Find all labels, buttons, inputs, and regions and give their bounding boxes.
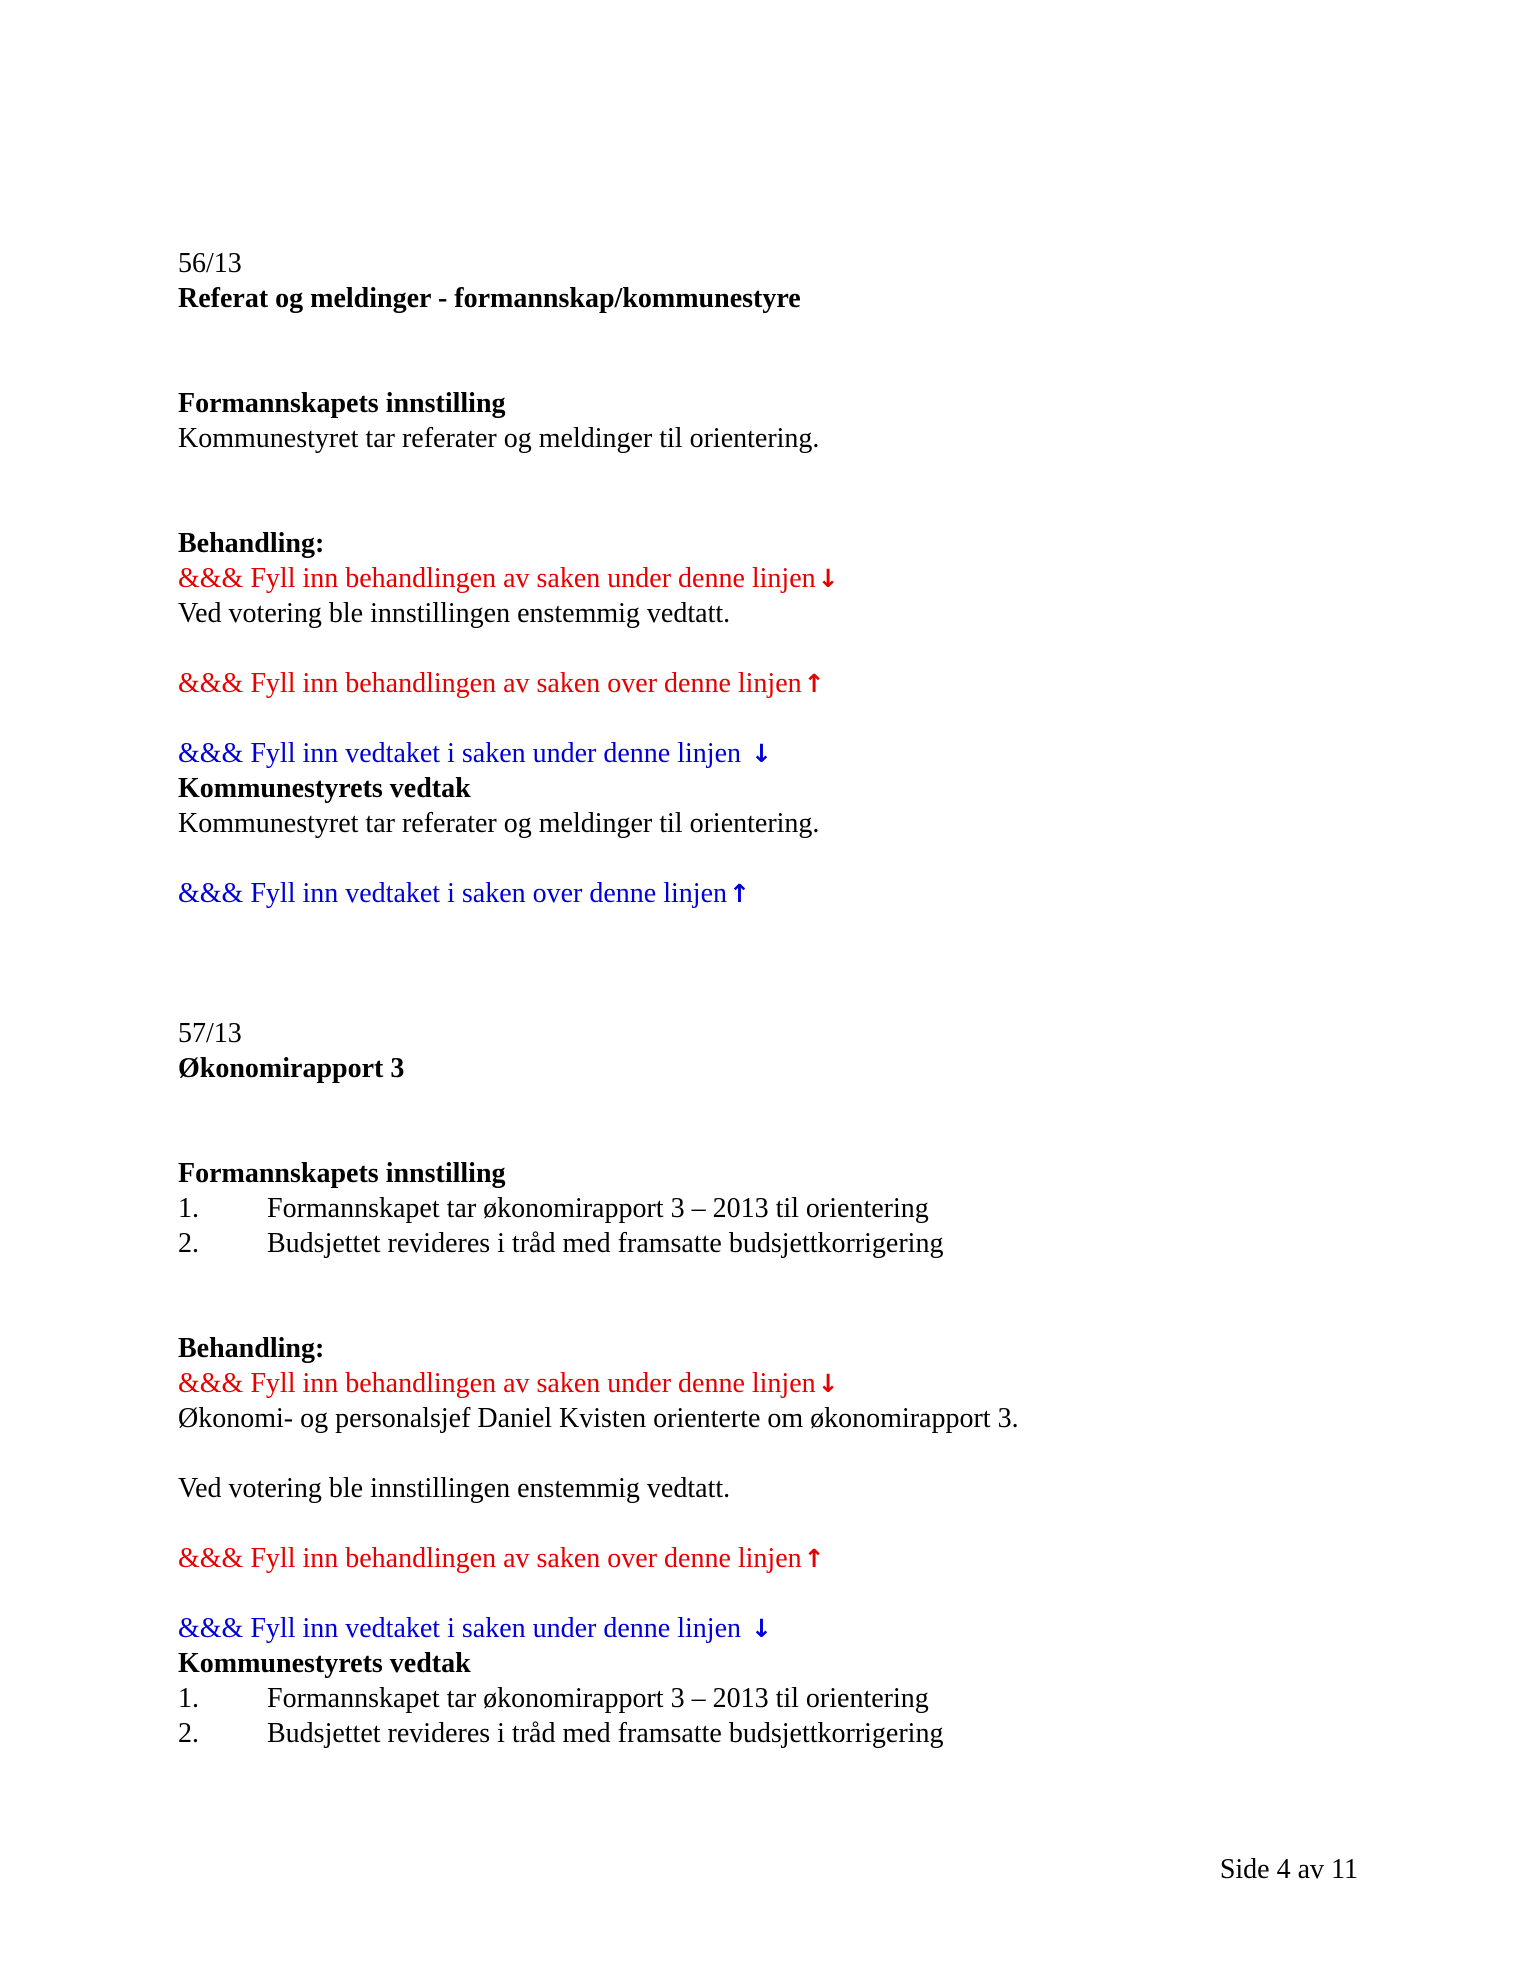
treatment-marker-below [178, 562, 839, 596]
treatment-marker-below [178, 1367, 839, 1401]
list-number: 2. [178, 1228, 199, 1259]
arrow-down-icon: ↓ [751, 1614, 772, 1643]
list-text: Formannskapet tar økonomirapport 3 – 2013 til orientering [267, 1683, 929, 1714]
marker-text: &&& Fyll inn behandlingen av saken over denne linjen [178, 1543, 802, 1574]
case-title: Økonomirapport 3 [178, 1053, 405, 1084]
marker-text: &&& Fyll inn vedtaket i saken under denne linjen [178, 1613, 741, 1644]
recommendation-text: Kommunestyret tar referater og meldinger til orientering. [178, 423, 820, 454]
case-number: 57/13 [178, 1018, 242, 1049]
list-text: Budsjettet revideres i tråd med framsatte budsjettkorrigering [267, 1228, 944, 1259]
decision-text: Kommunestyret tar referater og meldinger til orientering. [178, 808, 820, 839]
arrow-down-icon: ↓ [751, 739, 772, 768]
treatment-text: Økonomi- og personalsjef Daniel Kvisten orienterte om økonomirapport 3. [178, 1403, 1019, 1434]
page-number: Side 4 av 11 [1219, 1854, 1358, 1885]
recommendation-heading: Formannskapets innstilling [178, 388, 506, 419]
list-number: 1. [178, 1683, 199, 1714]
treatment-text: Ved votering ble innstillingen enstemmig vedtatt. [178, 1473, 731, 1504]
decision-marker-above [178, 877, 750, 911]
decision-heading: Kommunestyrets vedtak [178, 1648, 471, 1679]
marker-text: &&& Fyll inn behandlingen av saken under denne linjen [178, 1368, 816, 1399]
case-number: 56/13 [178, 248, 242, 279]
marker-text: &&& Fyll inn behandlingen av saken over denne linjen [178, 668, 802, 699]
arrow-up-icon: ↑ [803, 1544, 825, 1573]
list-text: Formannskapet tar økonomirapport 3 – 2013 til orientering [267, 1193, 929, 1224]
treatment-heading: Behandling: [178, 528, 325, 559]
arrow-down-icon: ↓ [817, 564, 839, 593]
marker-text: &&& Fyll inn vedtaket i saken over denne linjen [178, 878, 727, 909]
decision-marker-below [178, 1612, 772, 1646]
decision-heading: Kommunestyrets vedtak [178, 773, 471, 804]
treatment-heading: Behandling: [178, 1333, 325, 1364]
case-title: Referat og meldinger - formannskap/kommunestyre [178, 283, 801, 314]
list-item [178, 1192, 929, 1226]
arrow-down-icon: ↓ [817, 1369, 839, 1398]
list-number: 1. [178, 1193, 199, 1224]
marker-text: &&& Fyll inn behandlingen av saken under denne linjen [178, 563, 816, 594]
list-item [178, 1227, 943, 1261]
list-number: 2. [178, 1718, 199, 1749]
list-item [178, 1682, 929, 1716]
arrow-up-icon: ↑ [729, 879, 750, 908]
decision-marker-below [178, 737, 772, 771]
marker-text: &&& Fyll inn vedtaket i saken under denne linjen [178, 738, 741, 769]
treatment-marker-above [178, 1542, 825, 1576]
treatment-marker-above [178, 667, 825, 701]
recommendation-heading: Formannskapets innstilling [178, 1158, 506, 1189]
arrow-up-icon: ↑ [803, 669, 825, 698]
list-text: Budsjettet revideres i tråd med framsatte budsjettkorrigering [267, 1718, 944, 1749]
treatment-text: Ved votering ble innstillingen enstemmig vedtatt. [178, 598, 731, 629]
list-item [178, 1717, 943, 1751]
